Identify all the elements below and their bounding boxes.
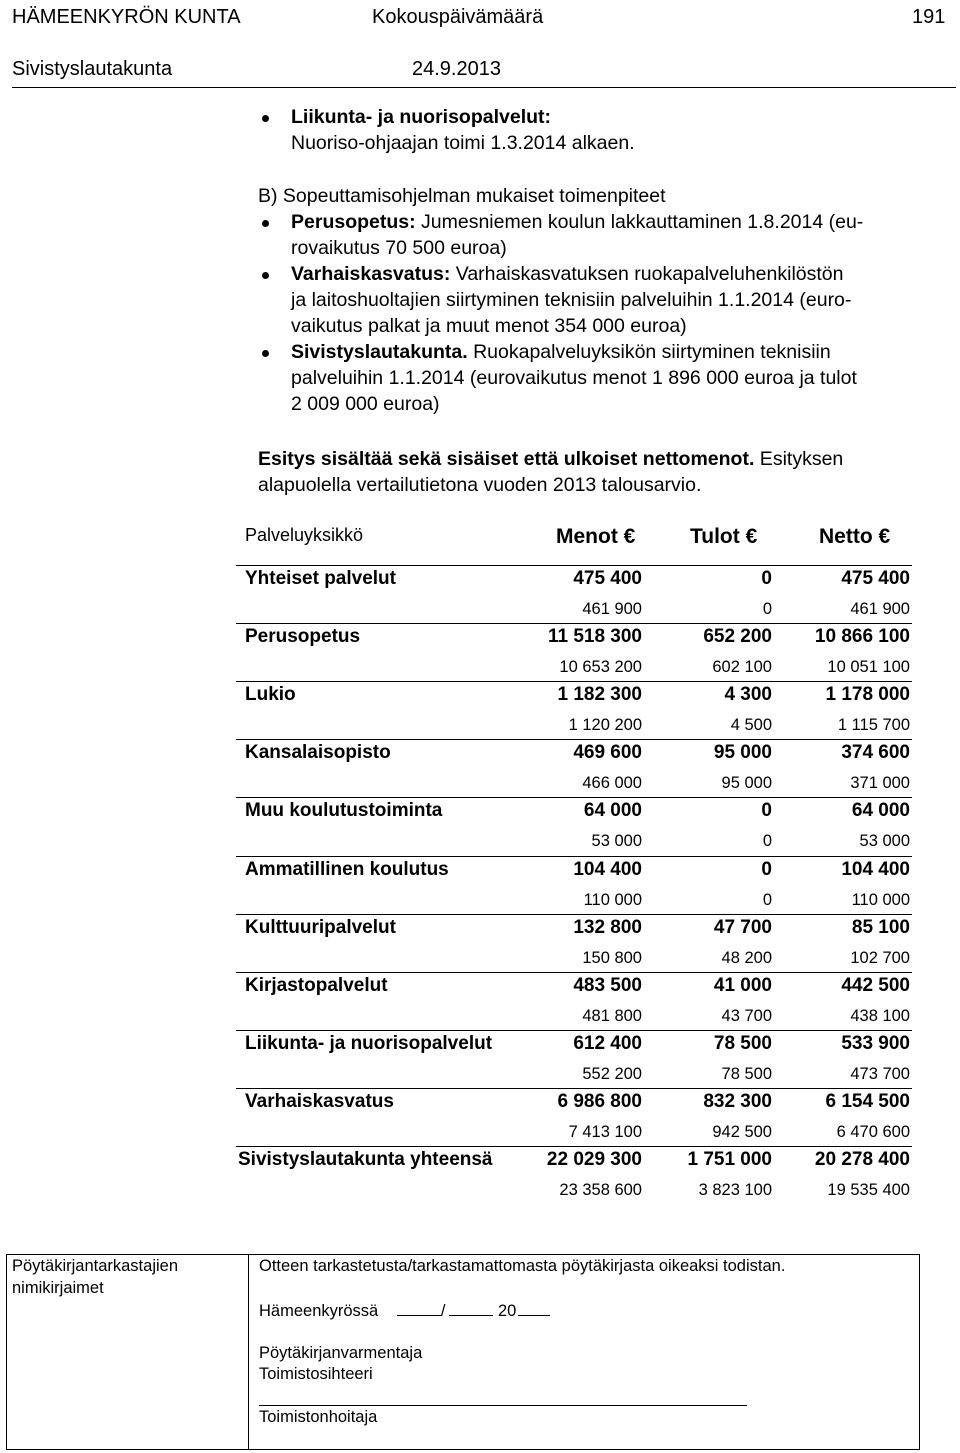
income-2013: 0 — [762, 890, 772, 909]
meeting-date-label: Kokouspäivämäärä — [372, 6, 544, 28]
net-2014: 6 154 500 — [825, 1090, 910, 1112]
income-2014: 4 300 — [724, 684, 772, 706]
net-2014: 85 100 — [851, 916, 910, 938]
page-number: 191 — [912, 6, 946, 28]
footer-divider — [248, 1254, 249, 1450]
table-header-expenses: Menot € — [556, 525, 636, 548]
bullet2-line2: rovaikutus 70 500 euroa) — [291, 237, 507, 259]
table-row — [0, 626, 960, 655]
section-b-heading: B) Sopeuttamisohjelman mukaiset toimenpiteet — [258, 185, 666, 207]
income-2014: 41 000 — [713, 974, 772, 996]
bullet1-title: Liikunta- ja nuorisopalvelut: — [291, 106, 552, 128]
income-2013: 78 500 — [721, 1064, 772, 1083]
income-2013: 43 700 — [721, 1006, 772, 1025]
row-label: Kulttuuripalvelut — [245, 916, 396, 938]
expenses-2014: 475 400 — [573, 568, 642, 589]
net-2013: 371 000 — [850, 774, 910, 793]
income-2014: 1 751 000 — [687, 1149, 772, 1170]
expenses-2014: 612 400 — [573, 1032, 642, 1054]
table-row-2013 — [0, 1178, 960, 1207]
meeting-date: 24.9.2013 — [412, 58, 501, 80]
expenses-2014: 483 500 — [573, 974, 642, 996]
net-2013: 19 535 400 — [827, 1181, 910, 1199]
row-label: Yhteiset palvelut — [245, 568, 396, 589]
table-row — [0, 859, 960, 888]
bullet1-text: Nuoriso-ohjaajan toimi 1.3.2014 alkaen. — [291, 132, 635, 154]
expenses-2013: 110 000 — [583, 890, 642, 909]
table-separator — [236, 739, 912, 740]
table-row — [0, 1033, 960, 1062]
table-row — [0, 1149, 960, 1178]
table-header-unit: Palveluyksikkö — [245, 525, 364, 545]
month-blank — [449, 1301, 493, 1316]
net-2013: 461 900 — [850, 600, 910, 618]
net-2013: 110 000 — [851, 890, 910, 909]
table-separator — [236, 1088, 912, 1089]
income-2014: 95 000 — [713, 742, 772, 764]
income-2014: 832 300 — [703, 1090, 772, 1112]
net-2014: 374 600 — [841, 742, 910, 764]
row-label: Sivistyslautakunta yhteensä — [238, 1149, 493, 1170]
header-rule — [12, 87, 956, 88]
bullet3-line2: ja laitoshuoltajien siirtyminen teknisiin palveluihin 1.1.2014 (euro- — [291, 289, 852, 311]
certification-text: Otteen tarkastetusta/tarkastamattomasta pöytäkirjasta oikeaksi todistan. — [259, 1257, 786, 1275]
slash: / — [440, 1302, 446, 1320]
row-label: Perusopetus — [245, 626, 361, 648]
row-label: Varhaiskasvatus — [245, 1090, 394, 1112]
net-2014: 1 178 000 — [825, 684, 910, 706]
income-2013: 4 500 — [730, 716, 772, 735]
row-label: Muu koulutustoiminta — [245, 800, 443, 822]
day-blank — [397, 1301, 441, 1316]
income-2014: 0 — [761, 568, 772, 589]
income-2013: 0 — [762, 832, 772, 851]
row-label: Kansalaisopisto — [245, 742, 391, 764]
net-2014: 475 400 — [841, 568, 910, 589]
income-2013: 48 200 — [721, 948, 772, 967]
income-2013: 95 000 — [721, 774, 772, 793]
expenses-2014: 104 400 — [573, 858, 642, 880]
office-manager: Toimistonhoitaja — [259, 1408, 378, 1426]
income-2013: 602 100 — [712, 658, 772, 677]
table-row — [0, 568, 960, 597]
net-2014: 10 866 100 — [814, 626, 910, 648]
table-separator — [236, 623, 912, 624]
net-2013: 473 700 — [850, 1064, 910, 1083]
table-row-2013 — [0, 1120, 960, 1149]
net-2013: 1 115 700 — [837, 716, 910, 735]
expenses-2014: 22 029 300 — [546, 1149, 642, 1170]
net-2013: 10 051 100 — [827, 658, 910, 677]
table-row — [0, 684, 960, 713]
table-separator — [236, 972, 912, 973]
board-name: Sivistyslautakunta — [12, 58, 173, 80]
footer-box — [6, 1254, 920, 1450]
table-row — [0, 917, 960, 946]
table-row — [0, 975, 960, 1004]
table-separator — [236, 1030, 912, 1031]
income-2014: 0 — [761, 858, 772, 880]
table-row — [0, 742, 960, 771]
income-2014: 47 700 — [713, 916, 772, 938]
bullet-icon — [262, 350, 269, 357]
net-2013: 53 000 — [859, 832, 910, 851]
year-blank — [518, 1301, 550, 1316]
expenses-2014: 1 182 300 — [557, 684, 642, 706]
table-separator — [236, 1146, 912, 1147]
bullet-icon — [262, 115, 269, 122]
initials-label-1: Pöytäkirjantarkastajien — [12, 1257, 178, 1275]
expenses-2014: 132 800 — [573, 916, 642, 938]
expenses-2013: 481 800 — [582, 1006, 642, 1025]
row-label: Liikunta- ja nuorisopalvelut — [245, 1032, 493, 1054]
net-2013: 438 100 — [850, 1006, 910, 1025]
initials-label-2: nimikirjaimet — [12, 1279, 104, 1297]
place-label: Hämeenkyrössä — [259, 1302, 379, 1320]
bullet-icon — [262, 220, 269, 227]
income-2013: 3 823 100 — [698, 1181, 772, 1199]
net-2013: 102 700 — [850, 948, 910, 967]
net-2014: 533 900 — [841, 1032, 910, 1054]
table-row-2013 — [0, 888, 960, 917]
table-row-2013 — [0, 597, 960, 626]
place-date-line — [259, 1301, 550, 1321]
expenses-2013: 150 800 — [582, 948, 642, 967]
table-row-2013 — [0, 713, 960, 742]
net-2014: 64 000 — [851, 800, 910, 822]
table-separator — [236, 797, 912, 798]
table-header-income: Tulot € — [690, 525, 758, 548]
table-header-net: Netto € — [819, 525, 891, 548]
expenses-2013: 53 000 — [591, 832, 642, 851]
income-2014: 0 — [761, 800, 772, 822]
expenses-2013: 466 000 — [582, 774, 642, 793]
expenses-2014: 6 986 800 — [557, 1090, 642, 1112]
net-2013: 6 470 600 — [836, 1122, 910, 1141]
income-2014: 78 500 — [713, 1032, 772, 1054]
net-2014: 104 400 — [841, 858, 910, 880]
expenses-2014: 64 000 — [583, 800, 642, 822]
table-separator — [236, 565, 912, 566]
table-row-2013 — [0, 1004, 960, 1033]
expenses-2014: 469 600 — [573, 742, 642, 764]
row-label: Lukio — [245, 684, 296, 706]
bullet4-line2: palveluihin 1.1.2014 (eurovaikutus menot 1 896 000 euroa ja tulot — [291, 367, 857, 389]
table-row-2013 — [0, 829, 960, 858]
office-secretary: Toimistosihteeri — [259, 1365, 373, 1383]
table-row — [0, 1091, 960, 1120]
bullet2-line1: Perusopetus: Jumesniemen koulun lakkauttaminen 1.8.2014 (eu- — [291, 211, 864, 233]
table-separator — [236, 681, 912, 682]
table-row-2013 — [0, 1062, 960, 1091]
table-row-2013 — [0, 655, 960, 684]
bullet-icon — [262, 272, 269, 279]
expenses-2013: 7 413 100 — [568, 1122, 642, 1141]
year-prefix: 20 — [498, 1302, 517, 1320]
table-row — [0, 800, 960, 829]
row-label: Kirjastopalvelut — [245, 974, 388, 996]
municipality-name: HÄMEENKYRÖN KUNTA — [12, 6, 241, 28]
table-separator — [236, 914, 912, 915]
net-2014: 20 278 400 — [814, 1149, 910, 1170]
table-row-2013 — [0, 771, 960, 800]
table-separator — [236, 856, 912, 857]
expenses-2013: 461 900 — [582, 600, 642, 618]
row-label: Ammatillinen koulutus — [245, 858, 449, 880]
verifier-title: Pöytäkirjanvarmentaja — [259, 1344, 423, 1362]
income-2013: 0 — [762, 600, 772, 618]
table-row-2013 — [0, 946, 960, 975]
expenses-2013: 23 358 600 — [559, 1181, 642, 1199]
signature-line — [259, 1405, 747, 1406]
bullet3-line3: vaikutus palkat ja muut menot 354 000 euroa) — [291, 315, 687, 337]
note-line1: Esitys sisältää sekä sisäiset että ulkoiset nettomenot. Esityksen — [258, 448, 844, 470]
bullet4-line1: Sivistyslautakunta. Ruokapalveluyksikön siirtyminen teknisiin — [291, 341, 831, 363]
expenses-2013: 552 200 — [582, 1064, 642, 1083]
bullet4-line3: 2 009 000 euroa) — [291, 393, 440, 415]
net-2014: 442 500 — [841, 974, 910, 996]
income-2014: 652 200 — [703, 626, 772, 648]
bullet3-line1: Varhaiskasvatus: Varhaiskasvatuksen ruokapalveluhenkilöstön — [291, 263, 844, 285]
expenses-2013: 1 120 200 — [568, 716, 642, 735]
expenses-2013: 10 653 200 — [559, 658, 642, 677]
expenses-2014: 11 518 300 — [547, 626, 642, 648]
note-line2: alapuolella vertailutietona vuoden 2013 talousarvio. — [258, 474, 702, 496]
income-2013: 942 500 — [712, 1122, 772, 1141]
